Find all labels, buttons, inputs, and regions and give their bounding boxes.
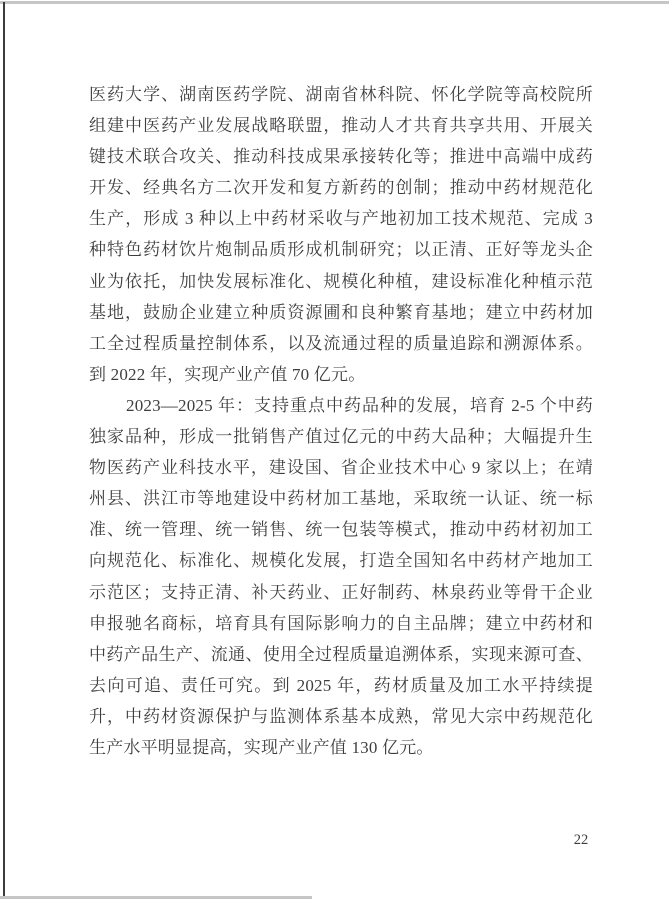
- text-line: 升，中药材资源保护与监测体系基本成熟，常见大宗中药规范化: [89, 706, 593, 726]
- text-line: 2023—2025 年：支持重点中药品种的发展，培育 2-5 个中药: [126, 395, 593, 415]
- text-line: 中药产品生产、流通、使用全过程质量追溯体系，实现来源可查、: [89, 644, 593, 664]
- page-number: 22: [573, 832, 589, 848]
- text-line: 种特色药材饮片炮制品质形成机制研究；以正清、正好等龙头企: [89, 240, 593, 260]
- page-edge-top: [0, 1, 669, 4]
- text-line: 去向可追、责任可究。到 2025 年，药材质量及加工水平持续提: [89, 675, 593, 695]
- text-line: 开发、经典名方二次开发和复方新药的创制；推动中药材规范化: [89, 178, 593, 198]
- text-line: 准、统一管理、统一销售、统一包装等模式，推动中药材初加工: [89, 520, 593, 540]
- text-line: 工全过程质量控制体系，以及流通过程的质量追踪和溯源体系。: [89, 333, 593, 353]
- text-line: 组建中医药产业发展战略联盟，推动人才共育共享共用、开展关: [89, 116, 593, 136]
- text-line: 基地，鼓励企业建立种质资源圃和良种繁育基地；建立中药材加: [89, 302, 593, 322]
- text-line: 州县、洪江市等地建设中药材加工基地，采取统一认证、统一标: [89, 489, 593, 509]
- text-line: 物医药产业科技水平，建设国、省企业技术中心 9 家以上；在靖: [89, 458, 593, 478]
- text-line: 生产，形成 3 种以上中药材采收与产地初加工技术规范、完成 3: [89, 209, 593, 229]
- text-line: 医药大学、湖南医药学院、湖南省林科院、怀化学院等高校院所: [89, 85, 593, 104]
- text-line: 键技术联合攻关、推动科技成果承接转化等；推进中高端中成药: [89, 147, 593, 167]
- text-line: 向规范化、标准化、规模化发展，打造全国知名中药材产地加工: [89, 551, 593, 571]
- text-line: 示范区；支持正清、补天药业、正好制药、林泉药业等骨干企业: [89, 582, 593, 602]
- text-line: 申报驰名商标，培育具有国际影响力的自主品牌；建立中药材和: [89, 613, 593, 633]
- text-line: 独家品种，形成一批销售产值过亿元的中药大品种；大幅提升生: [89, 427, 593, 447]
- text-line: 业为依托，加快发展标准化、规模化种植，建设标准化种植示范: [89, 271, 593, 291]
- text-line: 到 2022 年，实现产业产值 70 亿元。: [89, 364, 366, 384]
- text-line: 生产水平明显提高，实现产业产值 130 亿元。: [89, 737, 434, 757]
- document-body: [89, 79, 593, 763]
- page-edge-left: [3, 2, 5, 898]
